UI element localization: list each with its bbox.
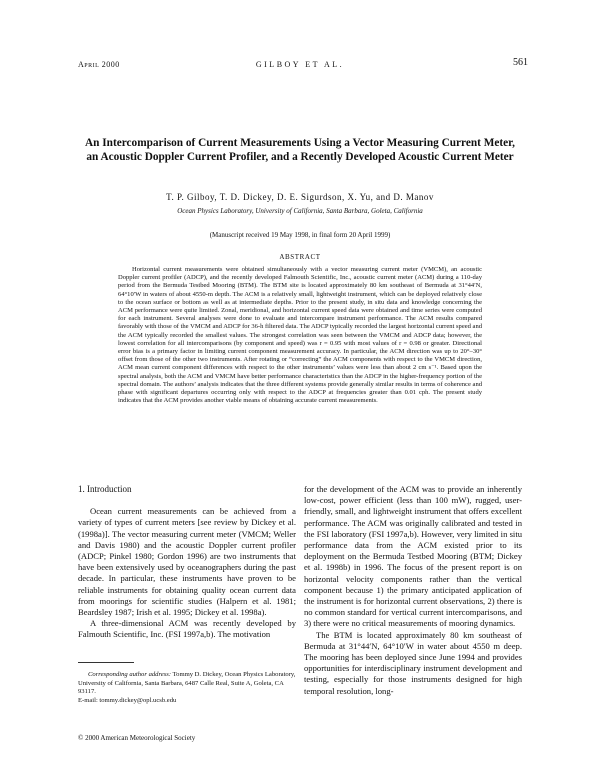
left-column	[78, 484, 296, 641]
section-heading: 1. Introduction	[78, 484, 132, 494]
footnote-divider	[78, 662, 134, 663]
paragraph: Ocean current measurements can be achieved from a variety of types of current meters [see review by Dickey et al. (1998a)]. The vector measuring current meter (VMCM; Weller and Davis 1980) and the acoustic Doppler current profiler (ADCP; Pinkel 1980; Gordon 1996) are two instruments that have been extensively used by oceanographers during the past decade. In particular, these instruments have proven to be reliable instruments for obtaining quality ocean current data from moorings for scientific studies (Halpern et al. 1981; Beardsley 1987; Irish et al. 1995; Dickey et al. 1998a).	[78, 506, 296, 618]
abstract-heading: ABSTRACT	[279, 253, 321, 261]
affiliation: Ocean Physics Laboratory, University of California, Santa Barbara, Goleta, California	[177, 207, 423, 215]
footnote	[78, 671, 296, 705]
paragraph: The BTM is located approximately 80 km southeast of Bermuda at 31°44′N, 64°10′W in water about 4550 m deep. The mooring has been deployed since June 1994 and provides opportunities for interdisciplinary instrument development and testing, especially for those instruments designed for high temporal resolution, long-	[304, 629, 522, 696]
footnote-text: Tommy D. Dickey, Ocean Physics Laboratory, University of California, Santa Barbara, 6487 Calle Real, Suite A, Goleta, CA 93117.	[78, 671, 296, 696]
manuscript-received: (Manuscript received 19 May 1998, in final form 20 April 1999)	[209, 231, 391, 239]
paragraph: for the development of the ACM was to provide an inherently low-cost, power efficient (less than 100 mW), rugged, user-friendly, small, and lightweight instrument that offers excellent performance. The ACM was originally calibrated and tested in the FSI laboratory (FSI 1997a,b). However, very limited in situ performance data from the ACM existed prior to its deployment on the Bermuda Testbed Mooring (BTM; Dickey et al. 1998b) in 1996. The focus of the present report is on horizontal velocity components rather than the vertical component because 1) the primary anticipated application of the instrument is for horizontal current observations, 2) there is no common standard for vertical current intercomparisons, and 3) there were no critical measurements of mooring dynamics.	[304, 484, 522, 629]
article-title: An Intercomparison of Current Measurements Using a Vector Measuring Current Meter, an Acoustic Doppler Current Profiler, and a Recently Developed Acoustic Current Meter	[85, 137, 515, 163]
footnote-email: E-mail: tommy.dickey@opl.ucsb.edu	[78, 696, 177, 704]
paragraph: A three-dimensional ACM was recently developed by Falmouth Scientific, Inc. (FSI 1997a,b). The motivation	[78, 618, 296, 640]
page-number: 561	[513, 57, 528, 68]
abstract-text: Horizontal current measurements were obtained simultaneously with a vector measuring current meter (VMCM), an acoustic Doppler current profiler (ADCP), and the recently developed Falmouth Scientific, Inc., acoustic current meter (ACM) during a 110-day period from the Bermuda Testbed Mooring (BTM). The BTM site is located approximately 80 km southeast of Bermuda at 31°44′N, 64°10′W in waters of about 4550-m depth. The ACM is a relatively small, lightweight instrument, which can be deployed relatively close to the ocean surface or bottom as well as at intermediate depths. Prior to the present study, in situ data and knowledge concerning the ACM performance were quite limited. Zonal, meridional, and horizontal current speed data were obtained and time series were computed for each instrument. Several analyses were done to evaluate and intercompare instrument performance. The ACM results compared favorably with those of the VMCM and ADCP for 36-h filtered data. The ADCP typically recorded the largest horizontal current speed and the ACM typically recorded the smallest values. The strongest correlation was seen between the VMCM and ADCP data; however, the lowest correlation for all intercomparisons (by component and speed) was r = 0.95 with most values of r = 0.98 or greater. Directional error bias is a primary factor in limiting current component measurement accuracy. In particular, the ACM direction was up to 20°–30° offset from those of the other two instruments. After rotating or “correcting” the ACM components with respect to the VMCM direction, ACM mean current component differences with respect to the other instruments’ values were less than about 2 cm s⁻¹. Based upon the spectral analysis, both the ACM and VMCM have better performance characteristics than the ADCP in the higher-frequency portion of the spectral domain. The authors’ analysis indicates that the three different systems provide generally similar results in terms of coherence and phase with significant departures occurring only with respect to the ADCP at frequencies greater than 0.01 cph. The present study indicates that the ACM provides another viable means of obtaining accurate current measurements.	[118, 266, 482, 405]
running-header-authors: GILBOY ET AL.	[255, 60, 345, 69]
author-list: T. P. Gilboy, T. D. Dickey, D. E. Sigurdson, X. Yu, and D. Manov	[166, 192, 434, 202]
right-column	[304, 484, 522, 697]
running-header-date: April 2000	[78, 60, 120, 69]
copyright-notice: © 2000 American Meteorological Society	[78, 734, 196, 742]
footnote-label: Corresponding author address:	[88, 671, 172, 678]
